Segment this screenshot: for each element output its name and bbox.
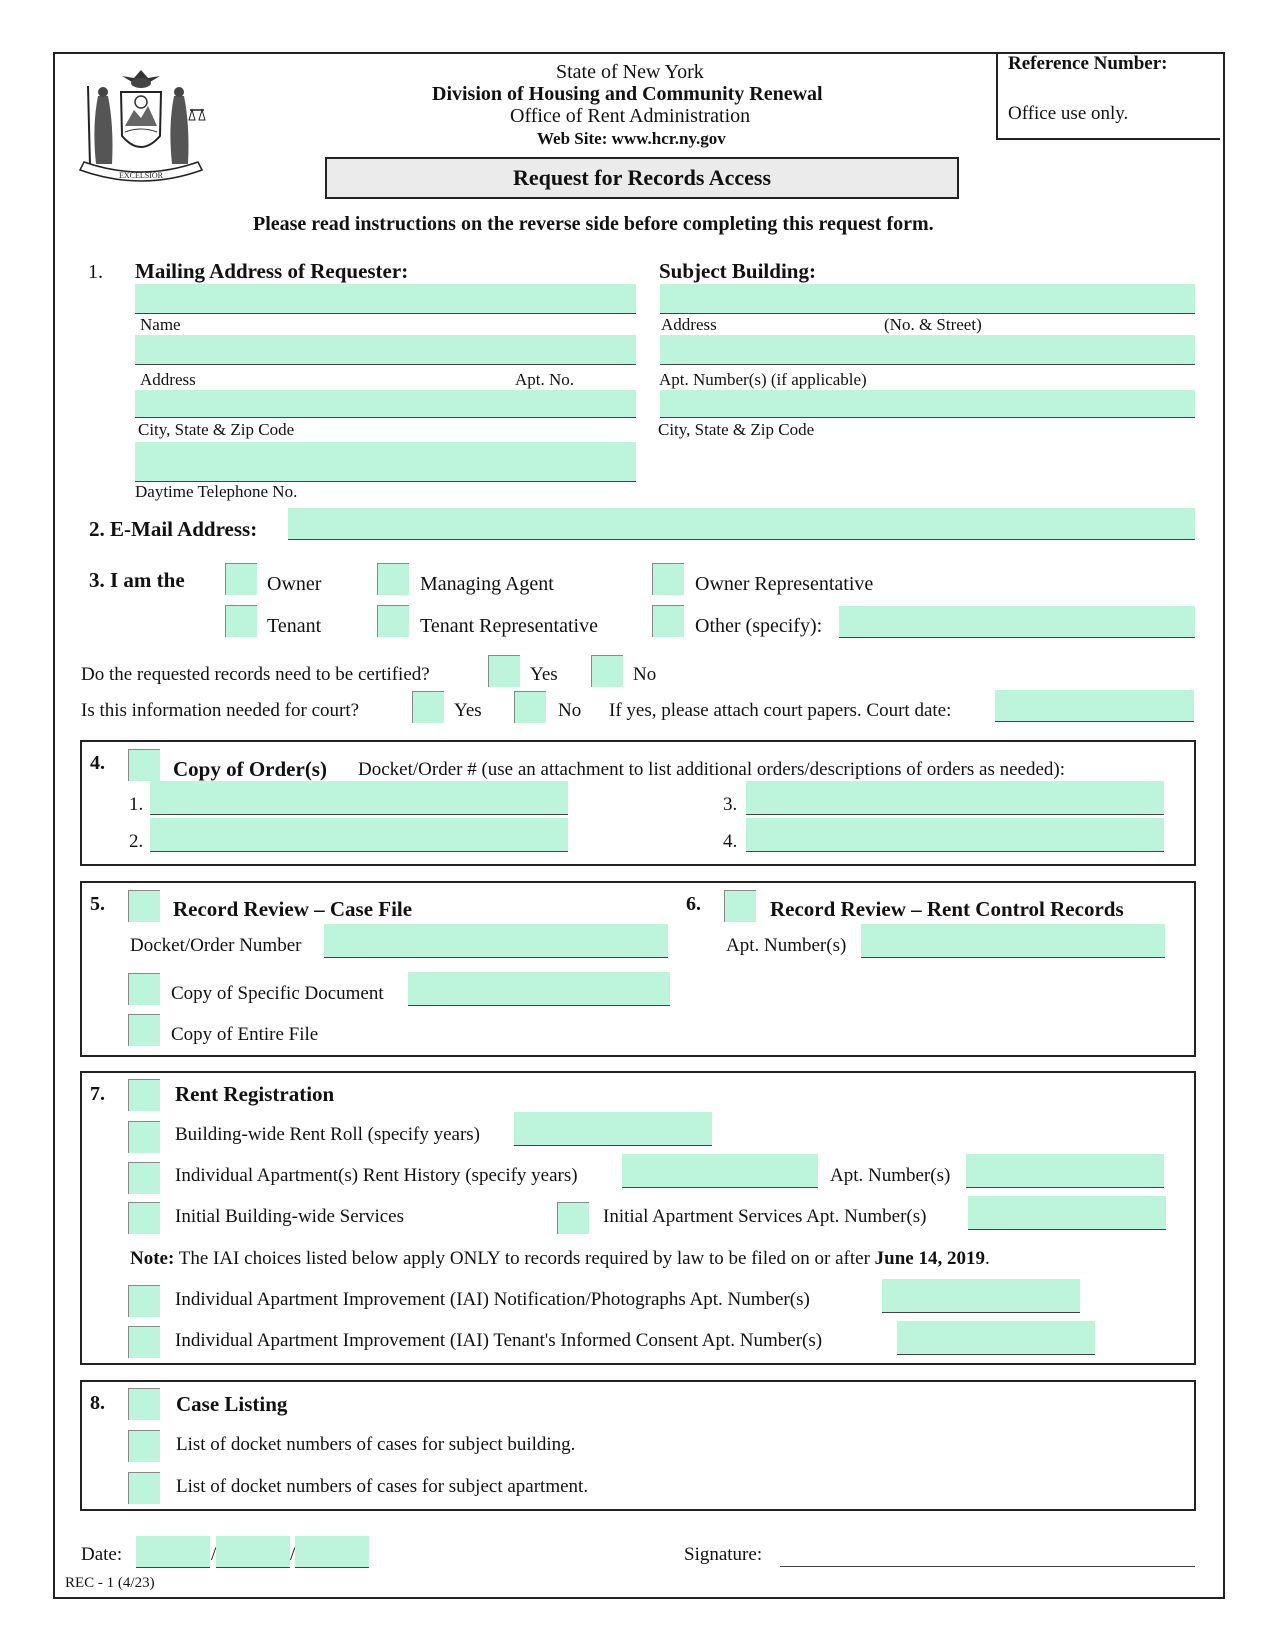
office-name: Office of Rent Administration [510,105,751,127]
iai-note [130,1248,990,1270]
state-name: State of New York [556,61,704,83]
rent-control-heading: Record Review – Rent Control Records [770,897,1124,921]
case-listing-checkbox[interactable] [127,1387,161,1421]
entire-file-label: Copy of Entire File [171,1024,319,1045]
reference-note: Office use only. [1008,103,1129,124]
date-month-field[interactable] [136,1536,210,1568]
section7-number: 7. [90,1083,105,1105]
initial-building-services-label: Initial Building-wide Services [175,1206,405,1227]
other-specify-field[interactable] [839,606,1195,638]
building-list-label: List of docket numbers of cases for subject building. [176,1434,576,1455]
building-city-label: City, State & Zip Code [658,420,815,439]
order-line-2-label: 2. [129,831,144,852]
court-yes-label: Yes [454,700,482,721]
form-title: Request for Records Access [512,165,772,190]
building-address-field[interactable] [660,284,1195,314]
rent-roll-years-field[interactable] [514,1112,712,1146]
requester-name-field[interactable] [135,284,636,314]
initial-building-services-checkbox[interactable] [127,1201,161,1235]
requester-address-field[interactable] [135,335,636,365]
division-name: Division of Housing and Community Renewal [432,83,823,105]
copy-of-orders-checkbox[interactable] [127,748,161,782]
case-file-heading: Record Review – Case File [173,897,413,921]
certified-yes-label: Yes [530,664,558,685]
section1-number: 1. [88,261,103,283]
building-apt-label: Apt. Number(s) (if applicable) [659,370,867,389]
iai-consent-checkbox[interactable] [127,1325,161,1359]
name-label: Name [140,315,181,334]
certified-question: Do the requested records need to be certified? [81,664,430,685]
subject-building-heading: Subject Building: [659,259,816,283]
reference-label: Reference Number: [1008,53,1168,74]
order-line-1-field[interactable] [150,781,568,815]
phone-label: Daytime Telephone No. [135,482,298,501]
website: Web Site: www.hcr.ny.gov [537,129,726,148]
owner-representative-checkbox[interactable] [651,562,685,596]
building-city-field[interactable] [660,390,1195,418]
rent-roll-label: Building-wide Rent Roll (specify years) [175,1124,480,1145]
tenant-representative-checkbox[interactable] [376,604,410,638]
specific-document-label: Copy of Specific Document [171,983,384,1004]
iai-notification-checkbox[interactable] [127,1284,161,1318]
date-day-field[interactable] [216,1536,290,1568]
rent-history-apt-field[interactable] [966,1154,1164,1188]
rent-history-checkbox[interactable] [127,1161,161,1195]
address-label: Address [140,370,196,389]
certified-no-label: No [633,664,657,685]
owner-representative-label: Owner Representative [695,573,874,595]
specific-document-checkbox[interactable] [127,972,161,1006]
form-code: REC - 1 (4/23) [65,1575,155,1591]
instructions: Please read instructions on the reverse side before completing this request form. [253,213,934,235]
docket-number-label: Docket/Order Number [130,935,302,956]
note-date: June 14, 2019 [874,1248,985,1269]
new-york-state-seal [76,66,206,188]
rent-control-apt-field[interactable] [861,924,1165,958]
initial-apartment-services-checkbox[interactable] [556,1201,590,1235]
order-line-4-field[interactable] [746,818,1164,852]
case-file-checkbox[interactable] [127,889,161,923]
court-date-field[interactable] [995,690,1194,722]
city-label: City, State & Zip Code [138,420,295,439]
section8-number: 8. [90,1392,105,1414]
tenant-checkbox[interactable] [224,604,258,638]
apt-no-label: Apt. No. [515,370,575,389]
rent-history-years-field[interactable] [622,1154,818,1188]
rent-roll-checkbox[interactable] [127,1120,161,1154]
note-text: The IAI choices listed below apply ONLY to records required by law to be filed on or after [174,1248,875,1269]
other-label: Other (specify): [695,615,823,637]
owner-label: Owner [267,573,322,595]
requester-phone-field[interactable] [135,442,636,482]
note-end: . [985,1248,990,1269]
rent-registration-heading: Rent Registration [175,1082,335,1106]
building-list-checkbox[interactable] [127,1429,161,1463]
iai-consent-label: Individual Apartment Improvement (IAI) Tenant's Informed Consent Apt. Number(s) [175,1330,823,1351]
court-date-note: If yes, please attach court papers. Court date: [609,700,952,721]
court-question: Is this information needed for court? [81,700,360,721]
specific-document-field[interactable] [408,972,670,1006]
seal-motto: EXCELSIOR [119,171,163,180]
apartment-list-label: List of docket numbers of cases for subject apartment. [176,1476,589,1497]
certified-yes-checkbox[interactable] [487,654,521,688]
requester-heading: Mailing Address of Requester: [135,259,409,283]
copy-of-orders-description: Docket/Order # (use an attachment to list additional orders/descriptions of orders as needed): [358,759,1065,780]
requester-city-field[interactable] [135,390,636,418]
date-separator-1: / [211,1544,217,1565]
section5-number: 5. [90,893,105,915]
other-checkbox[interactable] [651,604,685,638]
date-separator-2: / [290,1544,296,1565]
section6-number: 6. [686,893,701,915]
signature-label: Signature: [684,1544,763,1565]
managing-agent-label: Managing Agent [420,573,554,595]
section4-number: 4. [90,752,105,774]
iai-notification-label: Individual Apartment Improvement (IAI) Notification/Photographs Apt. Number(s) [175,1289,810,1310]
rent-history-label: Individual Apartment(s) Rent History (specify years) [175,1165,578,1186]
date-year-field[interactable] [295,1536,369,1568]
initial-apartment-services-label: Initial Apartment Services Apt. Number(s) [603,1206,927,1227]
rent-history-apt-label: Apt. Number(s) [830,1165,951,1186]
rent-registration-checkbox[interactable] [127,1078,161,1112]
order-line-3-field[interactable] [746,781,1164,815]
case-listing-heading: Case Listing [176,1392,288,1416]
building-street-label: (No. & Street) [884,315,982,334]
court-yes-checkbox[interactable] [411,690,445,724]
tenant-representative-label: Tenant Representative [420,615,598,637]
order-line-2-field[interactable] [150,818,568,852]
date-label: Date: [81,1544,123,1565]
order-line-3-label: 3. [723,794,738,815]
court-no-checkbox[interactable] [513,690,547,724]
iai-notification-apt-field[interactable] [882,1279,1080,1313]
note-label: Note: [130,1248,175,1269]
order-line-4-label: 4. [723,831,738,852]
form-title-box [325,157,959,199]
managing-agent-checkbox[interactable] [376,562,410,596]
certified-no-checkbox[interactable] [590,654,624,688]
apartment-list-checkbox[interactable] [127,1471,161,1505]
order-line-1-label: 1. [129,794,144,815]
tenant-label: Tenant [267,615,322,637]
building-address-label: Address [661,315,717,334]
iai-consent-apt-field[interactable] [897,1321,1095,1355]
email-label: 2. E-Mail Address: [89,517,258,541]
entire-file-checkbox[interactable] [127,1013,161,1047]
rent-control-apt-label: Apt. Number(s) [726,935,847,956]
copy-of-orders-heading: Copy of Order(s) [173,757,327,781]
building-apt-field[interactable] [660,335,1195,365]
i-am-the-label: 3. I am the [89,568,185,592]
docket-number-field[interactable] [324,924,668,958]
initial-apartment-apt-field[interactable] [968,1196,1166,1230]
owner-checkbox[interactable] [224,562,258,596]
rent-control-checkbox[interactable] [723,889,757,923]
court-no-label: No [558,700,582,721]
email-field[interactable] [288,508,1195,540]
signature-line[interactable] [780,1562,1195,1567]
